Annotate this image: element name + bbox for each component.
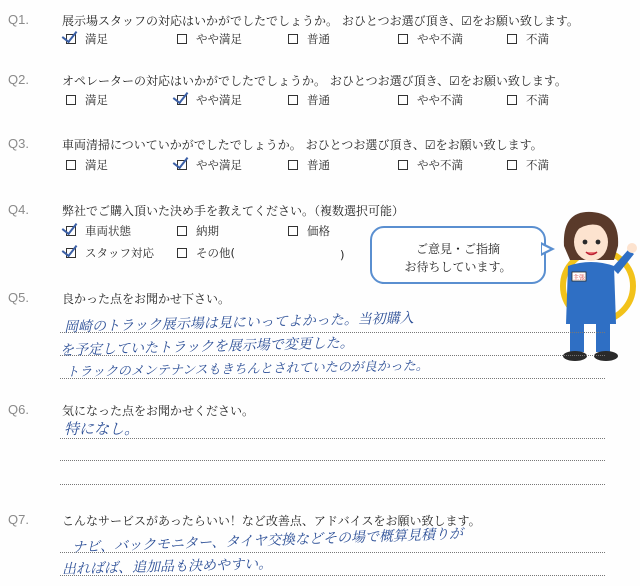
handwritten-answer-line: 岡崎のトラック展示場は見にいってよかった。当初購入 [63,310,414,336]
other-close-paren: ) [340,248,345,262]
bubble-line-2: お待ちしています。 [404,260,512,274]
checkbox-checked[interactable] [177,160,187,170]
mascot-badge: 主張 [572,274,586,282]
checkbox[interactable] [288,160,298,170]
checkbox[interactable] [398,34,408,44]
handwritten-answer-line: ナビ、バックモニター、タイヤ交換などその場で概算見積りが [71,526,464,556]
answer-line [60,484,605,485]
checkbox[interactable] [288,226,298,236]
option-dissatisfied[interactable]: 不満 [507,92,549,108]
question-number: Q7. [8,512,29,527]
mascot-suit [566,262,616,324]
question-text: 車両清掃についていかがでしたでしょうか。 おひとつお選び頂き、☑をお願い致します。 [62,138,543,152]
question-text: こんなサービスがあったらいい！など改善点、アドバイスをお願い致します。 [62,514,481,528]
option-other[interactable]: その他( [177,245,235,261]
option-dissatisfied[interactable]: 不満 [507,31,549,47]
question-number: Q5. [8,290,29,305]
checkbox[interactable] [507,34,517,44]
checkbox[interactable] [507,160,517,170]
checkbox[interactable] [177,248,187,258]
checkbox[interactable] [177,34,187,44]
option-delivery-time[interactable]: 納期 [177,223,219,239]
bubble-line-1: ご意見・ご指摘 [415,242,500,256]
checkbox-checked[interactable] [177,95,187,105]
speech-bubble [370,226,546,284]
option-vehicle-condition[interactable]: 車両状態 [66,223,131,239]
handwritten-answer-line: を予定していたトラックを展示場で変更した。 [59,335,354,359]
question-text: 気になった点をお聞かせください。 [62,404,255,418]
staff-mascot-icon [548,206,638,366]
answer-line [60,438,605,439]
option-dissatisfied[interactable]: 不満 [507,157,549,173]
question-number: Q3. [8,136,29,151]
checkbox[interactable] [398,95,408,105]
question-number: Q1. [8,12,29,27]
mascot-face [574,223,608,261]
question-text: 弊社でご購入頂いた決め手を教えてください。（複数選択可能） [62,204,405,218]
option-neutral[interactable]: 普通 [288,92,330,108]
question-number: Q4. [8,202,29,217]
option-somewhat-satisfied[interactable]: やや満足 [177,92,242,108]
option-somewhat-dissatisfied[interactable]: やや不満 [398,92,463,108]
handwritten-answer-line: トラックのメンテナンスもきちんとされていたのが良かった。 [65,358,429,381]
checkbox[interactable] [507,95,517,105]
option-somewhat-dissatisfied[interactable]: やや不満 [398,157,463,173]
option-somewhat-satisfied[interactable]: やや満足 [177,157,242,173]
checkbox[interactable] [288,95,298,105]
answer-line [60,460,605,461]
question-text: オペレーターの対応はいかがでしたでしょうか。 おひとつお選び頂き、☑をお願い致します。 [62,74,567,88]
option-neutral[interactable]: 普通 [288,157,330,173]
checkbox[interactable] [398,160,408,170]
option-satisfied[interactable]: 満足 [66,92,108,108]
checkbox[interactable] [66,95,76,105]
checkbox[interactable] [177,226,187,236]
option-somewhat-satisfied[interactable]: やや満足 [177,31,242,47]
question-number: Q6. [8,402,29,417]
option-staff-service[interactable]: スタッフ対応 [66,245,154,261]
handwritten-answer-line: 特になし。 [64,420,140,438]
question-text: 良かった点をお聞かせ下さい。 [62,292,231,306]
checkbox-checked[interactable] [66,248,76,258]
handwritten-answer-line: 出ればば、追加品も決めやすい。 [61,556,273,578]
option-price[interactable]: 価格 [288,223,330,239]
checkbox[interactable] [66,160,76,170]
checkbox-checked[interactable] [66,226,76,236]
option-somewhat-dissatisfied[interactable]: やや不満 [398,31,463,47]
option-neutral[interactable]: 普通 [288,31,330,47]
option-satisfied[interactable]: 満足 [66,31,108,47]
question-text: 展示場スタッフの対応はいかがでしたでしょうか。 おひとつお選び頂き、☑をお願い致します。 [62,14,579,28]
checkbox[interactable] [288,34,298,44]
question-number: Q2. [8,72,29,87]
option-satisfied[interactable]: 満足 [66,157,108,173]
checkbox-checked[interactable] [66,34,76,44]
